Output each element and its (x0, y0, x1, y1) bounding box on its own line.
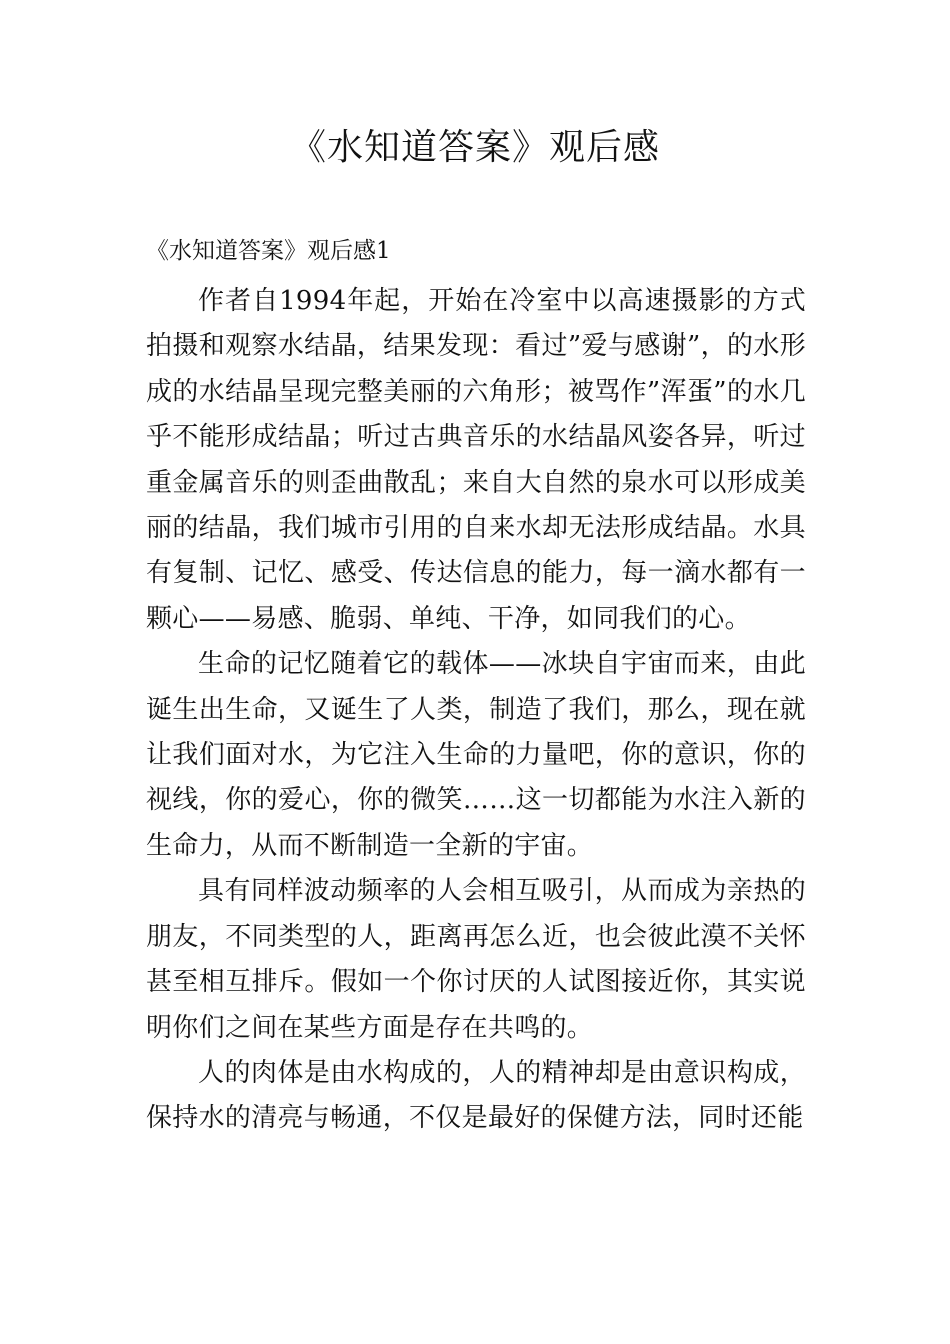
document-body (146, 279, 806, 1142)
paragraph: 人的肉体是由水构成的，人的精神却是由意识构成，保持水的清亮与畅通，不仅是最好的保健方法，同时还能 (146, 1057, 806, 1134)
paragraph: 生命的记忆随着它的载体——冰块自宇宙而来，由此诞生出生命，又诞生了人类，制造了我们，那么，现在就让我们面对水，为它注入生命的力量吧，你的意识，你的视线，你的爱心，你的微笑……这一切都能为水注入新的生命力，从而不断制造一全新的宇宙。 (146, 649, 806, 861)
document-title: 《水知道答案》观后感 (289, 127, 660, 168)
paragraph: 具有同样波动频率的人会相互吸引，从而成为亲热的朋友，不同类型的人，距离再怎么近，也会彼此漠不关怀甚至相互排斥。假如一个你讨厌的人试图接近你，其实说明你们之间在某些方面是存在共鸣的。 (146, 876, 806, 1043)
paragraph: 作者自1994年起，开始在冷室中以高速摄影的方式拍摄和观察水结晶，结果发现：看过”爱与感谢”，的水形成的水结晶呈现完整美丽的六角形；被骂作”浑蛋”的水几乎不能形成结晶；听过古典音乐的水结晶风姿各异，听过重金属音乐的则歪曲散乱；来自大自然的泉水可以形成美丽的结晶，我们城市引用的自来水却无法形成结晶。水具有复制、记忆、感受、传达信息的能力，每一滴水都有一颗心——易感、脆弱、单纯、干净，如同我们的心。 (146, 286, 806, 634)
section-heading: 《水知道答案》观后感1 (146, 238, 391, 264)
